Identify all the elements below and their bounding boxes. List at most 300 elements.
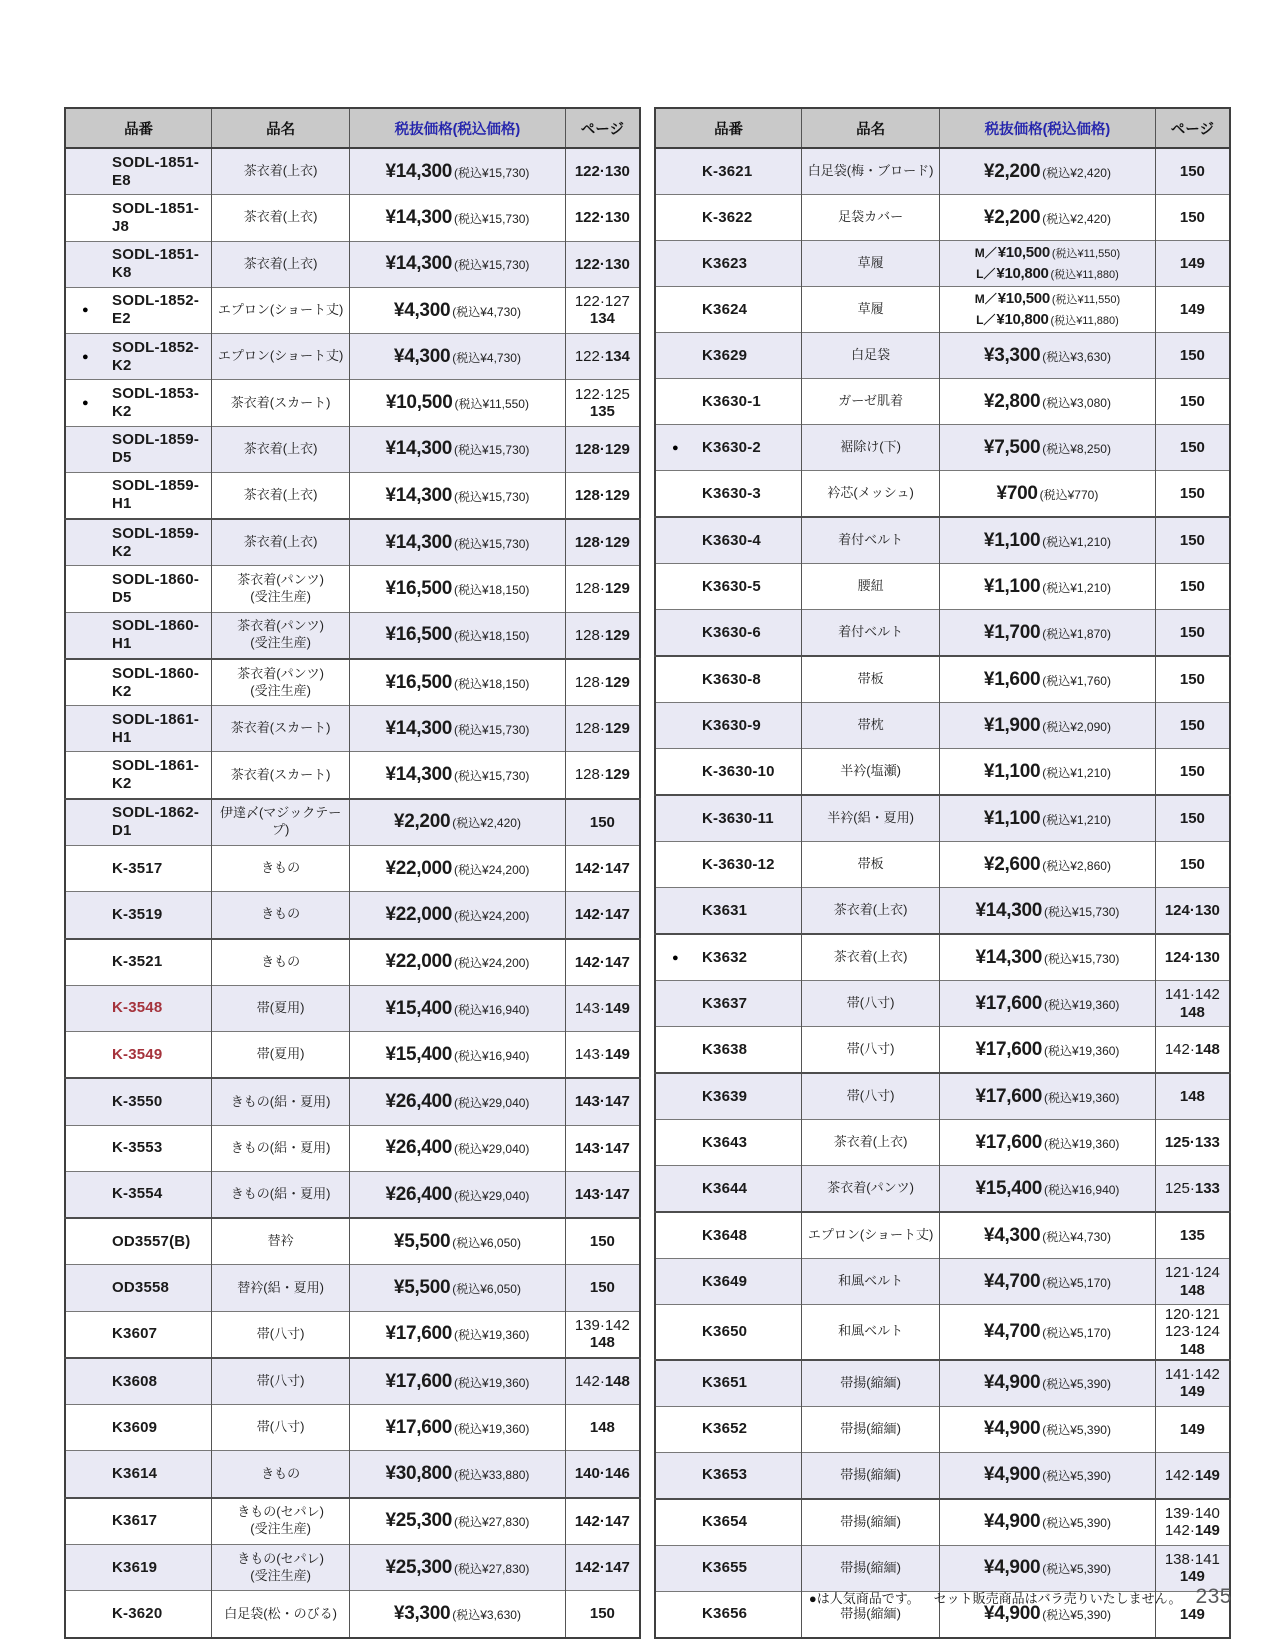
page-cell: 122·130 (565, 241, 640, 287)
column-header-name: 品名 (212, 108, 350, 148)
product-code: K3630-9 (702, 716, 761, 734)
table-row (65, 1591, 640, 1638)
product-name-cell: きもの (212, 1451, 350, 1498)
product-name-cell: 茶衣着(スカート) (212, 380, 350, 426)
product-name-cell: エプロン(ショート丈) (212, 287, 350, 333)
column-header-code: 品番 (65, 108, 212, 148)
page-cell: 142·148 (565, 1358, 640, 1405)
product-code: SODL-1861-K2 (112, 757, 200, 793)
product-code-cell (65, 148, 212, 195)
product-code-cell (655, 379, 802, 425)
product-code: K3617 (112, 1512, 158, 1530)
product-code-cell (655, 333, 802, 379)
table-row (65, 148, 640, 195)
table-row (655, 842, 1230, 888)
product-code-cell (655, 656, 802, 703)
product-name-cell: 半衿(塩瀬) (802, 749, 940, 796)
product-name-cell: 茶衣着(スカート) (212, 706, 350, 752)
product-code-cell (65, 1265, 212, 1311)
product-code-cell (65, 845, 212, 891)
table-row (655, 610, 1230, 657)
product-code: K3654 (702, 1513, 748, 1531)
page-cell: 148 (565, 1405, 640, 1451)
page-cell: 149 (1155, 287, 1230, 333)
price-table-body (65, 148, 640, 1638)
product-code: SODL-1859-H1 (112, 477, 200, 513)
product-code-cell (65, 195, 212, 241)
product-code-cell (655, 749, 802, 796)
page-cell: 150 (1155, 425, 1230, 471)
product-code-cell (65, 612, 212, 659)
product-name-cell: 茶衣着(上衣) (802, 888, 940, 935)
product-code-cell (655, 241, 802, 287)
table-row (65, 1171, 640, 1218)
table-row (655, 1120, 1230, 1166)
product-code-cell (655, 842, 802, 888)
product-code: SODL-1851-J8 (112, 199, 200, 235)
product-code-cell (65, 799, 212, 846)
price-cell: ¥3,300 (税込¥3,630) (940, 333, 1156, 379)
table-row (65, 287, 640, 333)
product-name-cell: 帯(八寸) (212, 1311, 350, 1358)
page-cell: 142·147 (565, 892, 640, 939)
price-cell: ¥15,400 (税込¥16,940) (350, 1032, 566, 1079)
table-row (655, 934, 1230, 981)
product-code-cell (65, 939, 212, 986)
price-cell: ¥4,300 (税込¥4,730) (350, 334, 566, 380)
table-row (655, 1166, 1230, 1213)
page-cell: 150 (1155, 471, 1230, 518)
product-code-cell (655, 1545, 802, 1591)
price-cell: ¥10,500 (税込¥11,550) (350, 380, 566, 426)
price-cell: ¥4,900 (税込¥5,390) (940, 1406, 1156, 1452)
price-table-left (64, 107, 641, 1639)
product-code-cell (655, 1499, 802, 1546)
product-code-cell (655, 564, 802, 610)
page-cell: 150 (1155, 333, 1230, 379)
page-cell: 121·124 148 (1155, 1259, 1230, 1305)
product-name-cell: 帯揚(縮緬) (802, 1406, 940, 1452)
table-row (65, 195, 640, 241)
product-code: K3632 (702, 948, 748, 966)
price-cell: ¥2,600 (税込¥2,860) (940, 842, 1156, 888)
product-code-cell (655, 1360, 802, 1407)
table-row (65, 892, 640, 939)
page-cell: 150 (1155, 610, 1230, 657)
page-cell: 142·147 (565, 1544, 640, 1590)
page-cell: 139·140 142·149 (1155, 1499, 1230, 1546)
table-row (65, 426, 640, 472)
product-code: K3649 (702, 1272, 748, 1290)
price-cell: ¥25,300 (税込¥27,830) (350, 1544, 566, 1590)
product-name-cell: 草履 (802, 241, 940, 287)
product-code: SODL-1851-K8 (112, 246, 200, 282)
column-header-page: ページ (565, 108, 640, 148)
page-cell: 128·129 (565, 612, 640, 659)
page-cell: 150 (1155, 703, 1230, 749)
popular-item-bullet-icon: ● (82, 350, 89, 363)
product-code-cell (655, 934, 802, 981)
product-code: SODL-1859-D5 (112, 431, 200, 467)
price-cell: ¥14,300 (税込¥15,730) (350, 752, 566, 799)
product-name-cell: エプロン(ショート丈) (802, 1212, 940, 1259)
page-cell: 142·149 (1155, 1452, 1230, 1499)
product-code: SODL-1852-E2 (112, 292, 200, 328)
product-name-cell: 茶衣着(上衣) (212, 426, 350, 472)
table-row (655, 425, 1230, 471)
price-cell: ¥16,500 (税込¥18,150) (350, 566, 566, 612)
product-code-cell (655, 1406, 802, 1452)
product-code-cell (655, 1259, 802, 1305)
price-cell: ¥16,500 (税込¥18,150) (350, 659, 566, 706)
page-cell: 150 (1155, 842, 1230, 888)
product-code: SODL-1853-K2 (112, 384, 200, 420)
product-code-cell (65, 472, 212, 519)
table-row (65, 1078, 640, 1125)
table-row (65, 241, 640, 287)
product-name-cell: 帯(八寸) (802, 981, 940, 1027)
product-code: K3614 (112, 1465, 158, 1483)
product-name-cell: 茶衣着(パンツ) (受注生産) (212, 659, 350, 706)
product-code-cell (65, 1591, 212, 1638)
table-row (655, 1073, 1230, 1120)
product-code-cell (65, 1451, 212, 1498)
product-code-cell (655, 1591, 802, 1638)
product-name-cell: 茶衣着(上衣) (212, 148, 350, 195)
price-cell: ¥5,500 (税込¥6,050) (350, 1218, 566, 1265)
table-row (655, 241, 1230, 287)
page-cell: 149 (1155, 241, 1230, 287)
popular-item-bullet-icon: ● (82, 304, 89, 317)
price-cell: ¥2,200 (税込¥2,420) (940, 148, 1156, 195)
product-code: K-3622 (702, 208, 753, 226)
page-cell: 122·130 (565, 148, 640, 195)
page-cell: 143·147 (565, 1171, 640, 1218)
product-name-cell: 半衿(絽・夏用) (802, 795, 940, 842)
table-row (655, 148, 1230, 195)
product-name-cell: 腰紐 (802, 564, 940, 610)
page-cell: 143·147 (565, 1078, 640, 1125)
table-header-row (65, 108, 640, 148)
product-code: K3653 (702, 1466, 748, 1484)
product-code: K-3517 (112, 859, 163, 877)
product-name-cell: 茶衣着(パンツ) (受注生産) (212, 566, 350, 612)
product-name-cell: きもの(絽・夏用) (212, 1078, 350, 1125)
price-cell: ¥25,300 (税込¥27,830) (350, 1498, 566, 1545)
product-code: K3624 (702, 300, 748, 318)
table-row (65, 1498, 640, 1545)
page-footer (809, 1585, 1232, 1609)
product-code-cell (65, 985, 212, 1031)
product-name-cell: きもの (212, 845, 350, 891)
product-code-cell (65, 287, 212, 333)
table-row (655, 287, 1230, 333)
table-row (65, 845, 640, 891)
price-cell: ¥3,300 (税込¥3,630) (350, 1591, 566, 1638)
price-cell: ¥1,100 (税込¥1,210) (940, 564, 1156, 610)
page-cell: 150 (1155, 564, 1230, 610)
product-code: K3639 (702, 1087, 748, 1105)
product-code: K-3554 (112, 1185, 163, 1203)
price-cell: ¥14,300 (税込¥15,730) (350, 472, 566, 519)
price-cell: ¥4,700 (税込¥5,170) (940, 1305, 1156, 1360)
product-code-cell (65, 380, 212, 426)
product-code-cell (655, 610, 802, 657)
product-code-cell (655, 1120, 802, 1166)
product-name-cell: 茶衣着(上衣) (212, 519, 350, 566)
price-cell: ¥22,000 (税込¥24,200) (350, 845, 566, 891)
price-cell: ¥4,300 (税込¥4,730) (350, 287, 566, 333)
product-code-cell (65, 752, 212, 799)
product-code-cell (65, 1125, 212, 1171)
price-cell: ¥1,900 (税込¥2,090) (940, 703, 1156, 749)
table-row (655, 703, 1230, 749)
price-table-body (655, 148, 1230, 1638)
page-number: 235 (1195, 1585, 1232, 1608)
price-cell: ¥4,900 (税込¥5,390) (940, 1499, 1156, 1546)
table-row (65, 519, 640, 566)
product-code: K3631 (702, 901, 748, 919)
price-cell: ¥14,300 (税込¥15,730) (350, 706, 566, 752)
price-tables-container (64, 107, 1231, 1639)
page-cell: 150 (565, 1265, 640, 1311)
product-code-cell (65, 1032, 212, 1079)
table-row (65, 706, 640, 752)
product-code: K3619 (112, 1558, 158, 1576)
product-name-cell: 草履 (802, 287, 940, 333)
product-name-cell: 茶衣着(上衣) (212, 195, 350, 241)
price-cell: ¥4,900 (税込¥5,390) (940, 1545, 1156, 1591)
product-code-cell (655, 195, 802, 241)
product-name-cell: 和風ベルト (802, 1259, 940, 1305)
product-code-cell (65, 1358, 212, 1405)
price-cell: ¥4,700 (税込¥5,170) (940, 1259, 1156, 1305)
product-code-cell (655, 471, 802, 518)
table-row (655, 1305, 1230, 1360)
price-cell: ¥17,600 (税込¥19,360) (940, 981, 1156, 1027)
table-row (65, 1405, 640, 1451)
product-code: SODL-1851-E8 (112, 153, 200, 189)
table-row (65, 799, 640, 846)
product-name-cell: 白足袋 (802, 333, 940, 379)
product-code-cell (655, 1452, 802, 1499)
product-code-cell (65, 1405, 212, 1451)
product-name-cell: 足袋カバー (802, 195, 940, 241)
product-code-cell (65, 1311, 212, 1358)
price-cell: ¥17,600 (税込¥19,360) (350, 1358, 566, 1405)
table-row (65, 1218, 640, 1265)
product-code: SODL-1859-K2 (112, 524, 200, 560)
product-name-cell: 茶衣着(スカート) (212, 752, 350, 799)
table-row (655, 795, 1230, 842)
product-code-cell (655, 703, 802, 749)
page-cell: 142·147 (565, 845, 640, 891)
product-code: K3655 (702, 1559, 748, 1577)
product-name-cell: 帯揚(縮緬) (802, 1545, 940, 1591)
product-code-cell (65, 519, 212, 566)
product-code: K3630-2 (702, 438, 761, 456)
product-name-cell: きもの(絽・夏用) (212, 1171, 350, 1218)
product-code: K-3549 (112, 1045, 163, 1063)
product-code: SODL-1860-H1 (112, 617, 200, 653)
page-cell: 142·148 (1155, 1027, 1230, 1074)
page-cell: 138·141 149 (1155, 1545, 1230, 1591)
product-code: K-3630-11 (702, 809, 774, 827)
table-header-row (655, 108, 1230, 148)
product-name-cell: 白足袋(松・のびる) (212, 1591, 350, 1638)
page-cell: 140·146 (565, 1451, 640, 1498)
product-name-cell: きもの(セパレ) (受注生産) (212, 1544, 350, 1590)
price-cell: ¥14,300 (税込¥15,730) (350, 426, 566, 472)
page-cell: 141·142 149 (1155, 1360, 1230, 1407)
product-name-cell: エプロン(ショート丈) (212, 334, 350, 380)
product-code: SODL-1860-D5 (112, 571, 200, 607)
column-header-price: 税抜価格(税込価格) (940, 108, 1156, 148)
price-cell: ¥26,400 (税込¥29,040) (350, 1078, 566, 1125)
page-cell: 122·125 135 (565, 380, 640, 426)
table-row (65, 659, 640, 706)
product-code: K-3521 (112, 953, 163, 971)
product-code: K-3550 (112, 1092, 163, 1110)
product-code: SODL-1852-K2 (112, 338, 200, 374)
product-name-cell: 帯揚(縮緬) (802, 1591, 940, 1638)
product-code: K-3630-12 (702, 855, 775, 873)
product-code: K3648 (702, 1226, 748, 1244)
price-cell: ¥14,300 (税込¥15,730) (350, 519, 566, 566)
table-row (65, 1265, 640, 1311)
table-row (655, 1499, 1230, 1546)
page-cell: 135 (1155, 1212, 1230, 1259)
product-code: K3630-1 (702, 392, 761, 410)
product-code-cell (65, 1544, 212, 1590)
table-row (65, 985, 640, 1031)
page-cell: 128·129 (565, 752, 640, 799)
product-name-cell: 衿芯(メッシュ) (802, 471, 940, 518)
product-name-cell: 裾除け(下) (802, 425, 940, 471)
price-cell: ¥1,100 (税込¥1,210) (940, 749, 1156, 796)
page-cell: 150 (1155, 795, 1230, 842)
product-code-cell (655, 1212, 802, 1259)
page-cell: 122·134 (565, 334, 640, 380)
price-cell: ¥2,200 (税込¥2,420) (350, 799, 566, 846)
page-cell: 120·121 123·124 148 (1155, 1305, 1230, 1360)
product-name-cell: 替衿(絽・夏用) (212, 1265, 350, 1311)
price-cell: ¥1,600 (税込¥1,760) (940, 656, 1156, 703)
price-cell: ¥26,400 (税込¥29,040) (350, 1171, 566, 1218)
product-code-cell (655, 1073, 802, 1120)
popular-item-bullet-icon: ● (82, 396, 89, 409)
table-row (655, 379, 1230, 425)
page-cell: 143·149 (565, 985, 640, 1031)
price-cell: ¥26,400 (税込¥29,040) (350, 1125, 566, 1171)
table-row (65, 1358, 640, 1405)
price-cell: ¥14,300 (税込¥15,730) (350, 148, 566, 195)
page-cell: 143·149 (565, 1032, 640, 1079)
table-row (655, 981, 1230, 1027)
price-cell: ¥4,300 (税込¥4,730) (940, 1212, 1156, 1259)
product-code-cell (655, 1166, 802, 1213)
product-name-cell: 茶衣着(上衣) (802, 1120, 940, 1166)
page-cell: 142·147 (565, 939, 640, 986)
table-row (655, 656, 1230, 703)
table-row (655, 1027, 1230, 1074)
popular-item-bullet-icon: ● (672, 441, 679, 454)
product-name-cell: 着付ベルト (802, 610, 940, 657)
product-code: K3652 (702, 1420, 748, 1438)
product-name-cell: 帯板 (802, 842, 940, 888)
page-cell: 141·142 148 (1155, 981, 1230, 1027)
product-name-cell: 帯(八寸) (802, 1027, 940, 1074)
table-row (65, 1544, 640, 1590)
table-row (65, 939, 640, 986)
page-cell: 149 (1155, 1591, 1230, 1638)
product-code-cell (65, 566, 212, 612)
page-cell: 150 (565, 1218, 640, 1265)
product-code-cell (655, 517, 802, 564)
column-header-price: 税抜価格(税込価格) (350, 108, 566, 148)
product-name-cell: 和風ベルト (802, 1305, 940, 1360)
product-code-cell (65, 426, 212, 472)
product-code: K-3548 (112, 999, 163, 1017)
page-cell: 150 (1155, 656, 1230, 703)
product-code: K3643 (702, 1133, 748, 1151)
price-cell: ¥22,000 (税込¥24,200) (350, 892, 566, 939)
page-cell: 128·129 (565, 706, 640, 752)
product-name-cell: きもの (212, 939, 350, 986)
table-row (655, 195, 1230, 241)
product-name-cell: 着付ベルト (802, 517, 940, 564)
product-code: K3607 (112, 1325, 158, 1343)
product-name-cell: 帯(夏用) (212, 1032, 350, 1079)
page-cell: 150 (1155, 148, 1230, 195)
product-code: K-3621 (702, 162, 753, 180)
table-row (65, 1032, 640, 1079)
product-name-cell: 帯揚(縮緬) (802, 1499, 940, 1546)
product-code: K3651 (702, 1374, 748, 1392)
price-cell: ¥2,200 (税込¥2,420) (940, 195, 1156, 241)
product-name-cell: 茶衣着(パンツ) (802, 1166, 940, 1213)
product-name-cell: 伊達〆(マジックテープ) (212, 799, 350, 846)
price-cell: ¥17,600 (税込¥19,360) (350, 1311, 566, 1358)
footnote-set-sales: セット販売商品はバラ売りいたしません。 (933, 1591, 1182, 1606)
product-code-cell (65, 1218, 212, 1265)
product-code: K-3553 (112, 1139, 163, 1157)
price-table-right (654, 107, 1231, 1639)
table-row (655, 1406, 1230, 1452)
product-name-cell: きもの(セパレ) (受注生産) (212, 1498, 350, 1545)
table-row (65, 472, 640, 519)
price-cell: ¥4,900 (税込¥5,390) (940, 1591, 1156, 1638)
product-code: K-3620 (112, 1604, 163, 1622)
product-code: K3637 (702, 994, 748, 1012)
product-code: SODL-1862-D1 (112, 804, 200, 840)
price-cell: ¥700 (税込¥770) (940, 471, 1156, 518)
product-code: K3623 (702, 254, 748, 272)
page-cell: 128·129 (565, 519, 640, 566)
table-row (655, 1259, 1230, 1305)
page-cell: 128·129 (565, 659, 640, 706)
product-name-cell: 帯枕 (802, 703, 940, 749)
product-name-cell: 茶衣着(上衣) (212, 472, 350, 519)
price-cell: ¥2,800 (税込¥3,080) (940, 379, 1156, 425)
price-cell: M／¥10,500 (税込¥11,550) L／¥10,800 (税込¥11,880) (940, 241, 1156, 287)
product-name-cell: 茶衣着(パンツ) (受注生産) (212, 612, 350, 659)
product-code: K3630-3 (702, 484, 761, 502)
product-code-cell (655, 1305, 802, 1360)
product-code: K3630-6 (702, 623, 761, 641)
price-cell: ¥17,600 (税込¥19,360) (940, 1027, 1156, 1074)
table-row (65, 334, 640, 380)
